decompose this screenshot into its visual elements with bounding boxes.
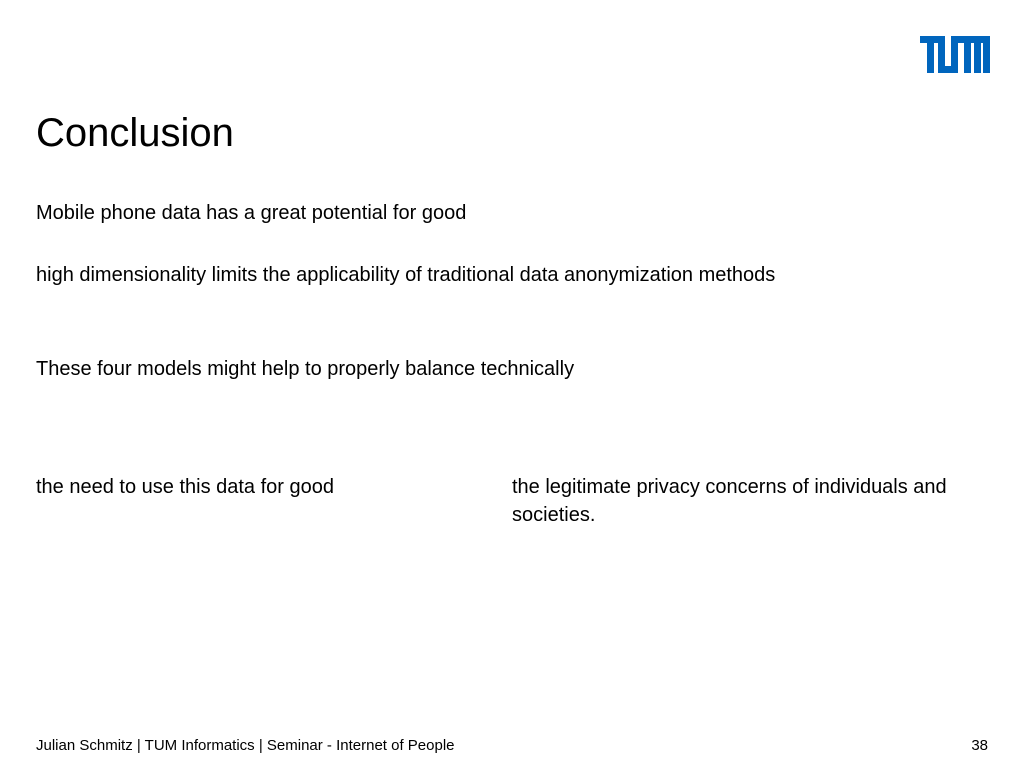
statement-dimensionality: high dimensionality limits the applicability of traditional data anonymization methods — [36, 264, 776, 286]
footer-text: Julian Schmitz | TUM Informatics | Seminar - Internet of People — [36, 737, 455, 754]
statement-potential: Mobile phone data has a great potential for good — [36, 202, 467, 224]
balance-right-column: the legitimate privacy concerns of individuals and societies. — [512, 476, 947, 526]
page-number: 38 — [971, 737, 988, 754]
tum-logo-icon — [920, 36, 990, 73]
balance-left-column: the need to use this data for good — [36, 476, 334, 498]
statement-models: These four models might help to properly balance technically — [36, 358, 575, 380]
slide-title: Conclusion — [36, 111, 234, 155]
tum-logo — [920, 36, 990, 73]
